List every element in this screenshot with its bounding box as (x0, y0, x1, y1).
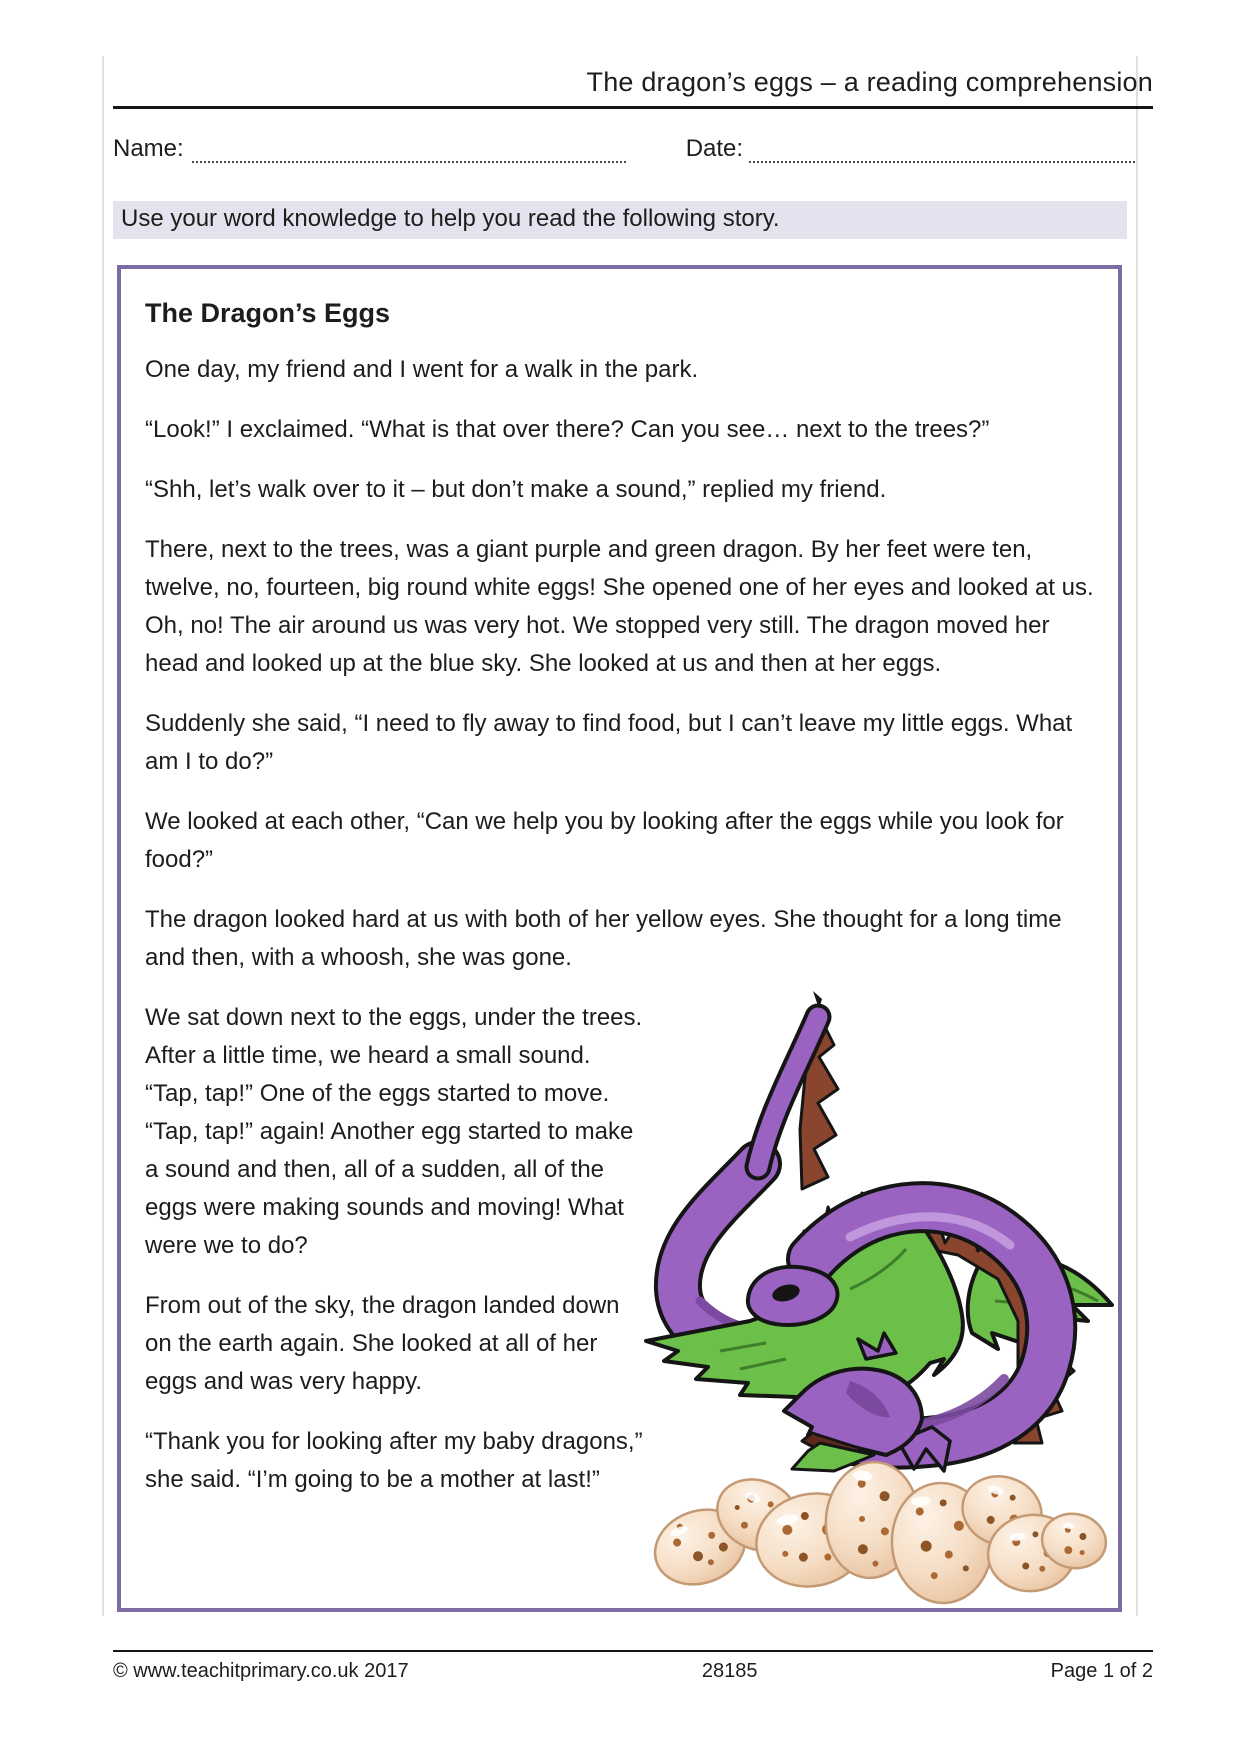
story-paragraph: One day, my friend and I went for a walk in the park. (145, 356, 699, 383)
dragon-loop-end (748, 1267, 838, 1325)
story-paragraph: From out of the sky, the dragon landed down on the earth again. She looked at all of her eggs and was very happy. (145, 1292, 620, 1395)
story-paragraph: “Look!” I exclaimed. “What is that over there? Can you see… next to the trees?” (145, 416, 990, 443)
story-paragraph: “Thank you for looking after my baby dragons,” she said. “I’m going to be a mother at last!” (145, 1428, 643, 1493)
story-paragraph: There, next to the trees, was a giant purple and green dragon. By her feet were ten, twelve, no, fourteen, big round white eggs! She opened one of her eyes and looked at us. Oh, no! The air around us was very hot. We stopped very still. The dragon moved her head and looked up at the blue sky. She looked at us and then at her eggs. (145, 536, 1094, 677)
instruction-banner: Use your word knowledge to help you read the following story. (113, 201, 1127, 239)
story-paragraph: We sat down next to the eggs, under the trees. After a little time, we heard a small sound. “Tap, tap!” One of the eggs started to move. “Tap, tap!” again! Another egg started to make a sound and then, all of a sudden, all of the eggs were making sounds and moving! What were we to do? (145, 1004, 643, 1259)
page-title: The dragon’s eggs – a reading comprehension (586, 67, 1153, 97)
story-paragraph: “Shh, let’s walk over to it – but don’t make a sound,” replied my friend. (145, 476, 887, 503)
dragon-left-wing (646, 1217, 963, 1409)
story-paragraph: Suddenly she said, “I need to fly away to find food, but I can’t leave my little eggs. What am I to do?” (145, 710, 1073, 775)
name-label: Name: (113, 135, 184, 162)
page-content (113, 0, 1153, 1683)
story-title: The Dragon’s Eggs (145, 298, 391, 328)
footer (113, 1652, 1153, 1683)
page-edge-guide-left (102, 56, 104, 1616)
story-paragraph: The dragon looked hard at us with both of her yellow eyes. She thought for a long time and then, with a whoosh, she was gone. (145, 906, 1062, 971)
header-rule (113, 106, 1153, 109)
footer-copyright: © www.teachitprimary.co.uk 2017 (113, 1660, 409, 1682)
dragon-tail-ridge (800, 1013, 838, 1189)
story-paragraph: We looked at each other, “Can we help you by looking after the eggs while you look for food?” (145, 808, 1064, 873)
dragon-head (784, 1333, 950, 1471)
date-fill-line (749, 135, 1135, 163)
dragon-body-coil (812, 1207, 1051, 1443)
footer-page-number: Page 1 of 2 (1050, 1660, 1153, 1682)
dragon-crest-spikes (792, 1189, 1074, 1443)
name-fill-line (192, 135, 626, 163)
name-date-row (113, 135, 1135, 163)
eggs-pile (644, 1458, 1110, 1607)
story-box (117, 265, 1122, 1612)
dragon-body-loop (678, 1164, 830, 1348)
date-label: Date: (685, 135, 744, 162)
dragon-right-wing (968, 1257, 1112, 1349)
footer-doc-id: 28185 (701, 1660, 758, 1682)
dragon-tail (758, 1017, 818, 1167)
dragon-and-eggs-illustration (600, 949, 1120, 1609)
